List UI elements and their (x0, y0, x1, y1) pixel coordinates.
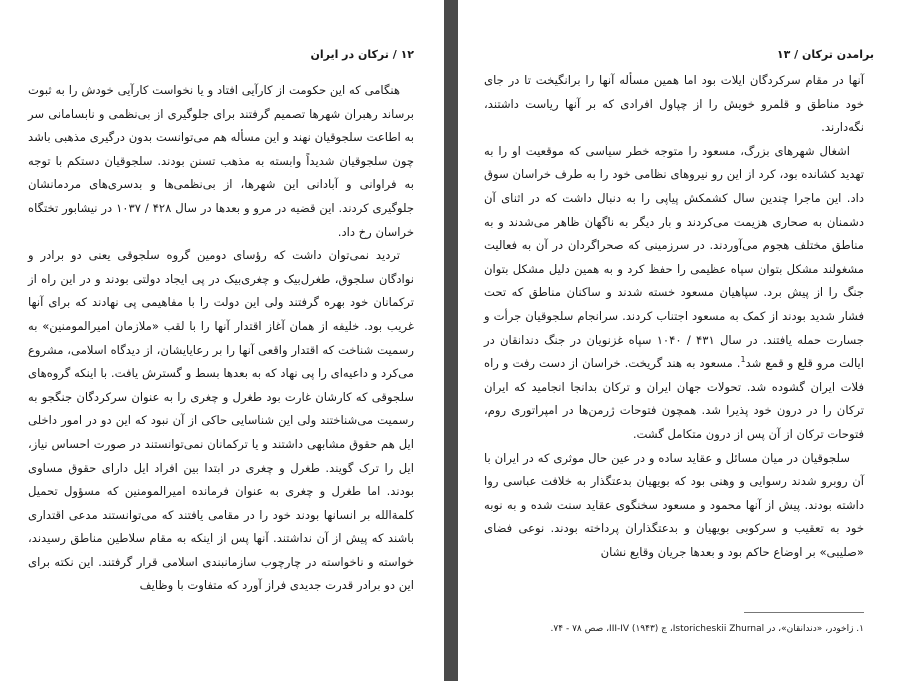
paragraph: تردید نمی‌توان داشت که رؤسای دومین گروه سلجوقی یعنی دو برادر و نوادگان سلجوق، طغرل‌بیک و چغری‌بیک در پی ایجاد دولتی بودند و در این راه از ترکمانان خود بهره گرفتند ولی این دولت را با مفاهیمی پی نهادند که برای آنها غریب بود. خلیفه از همان آغاز اقتدار آنها را با لقب «ملازمان امیرالمومنین» به رسمیت شناخت که اقتدار واقعی آنها را بر رعایایشان، از دیدگاه اسلامی، مشروع می‌کرد و داعیه‌ای را پی نهاد که به بعدها بسط و گسترش یافت. با اینکه گروه‌های سلجوقی که کارشان غارت بود طغرل و چغری را به عنوان سرکردگان جنگجو به رسمیت می‌شناختند ولی این شناسایی حاکی از آن نبود که این دو در امور داخلی ایل هم حقوق مشابهی داشتند و یا ترکمانان نمی‌توانستند در صورت احساس نیاز، ایل را ترک گویند. طغرل و چغری در ابتدا بین افراد ایل دارای حقوق مساوی بودند. اما طغرل و چغری به عنوان فرمانده امیرالمومنین که مسؤول تحمیل کلمةالله بر انسانها بودند خود را در مقامی یافتند که می‌توانستند مدعی اقتداری باشند که پیش از آن نداشتند. آنها پس از اینکه به مقام سلاطین مناطق رسیدند، خواسته و ناخواسته در چارچوب سازمانبندی اسلامی قرار گرفتند. این نکته برای این دو برادر قدرت جدیدی فراز آورد که متفاوت با وظایف (28, 248, 414, 593)
left-page-body (28, 79, 414, 598)
left-page (0, 0, 444, 681)
footnote-divider (744, 612, 864, 613)
book-spine (444, 0, 458, 681)
paragraph: آنها در مقام سرکردگان ایلات بود اما همین مسأله آنها را برانگیخت تا در جای خود مناطق و قلمرو خویش را از چپاول افرادی که بر آنها ریاست داشتند، نگه‌دارند. (484, 73, 864, 135)
paragraph (484, 140, 864, 447)
paragraph-text: اشغال شهرهای بزرگ، مسعود را متوجه خطر سیاسی که موقعیت او را به تهدید کشانده بود، کرد از این رو نیروهای نظامی خود را به طرف خراسان سوق داد. این ماجرا چندین سال کشمکش پیاپی را به دنبال داشت که در اثنای آن دشمنان به صحاری هزیمت می‌کردند و بار دیگر به ناگهان ظاهر می‌شدند و به مناطق مختلف هجوم می‌آوردند. در سرزمینی که صحراگردان در آن به فعالیت مشغولند مشکل بتوان سپاه عظیمی را حفظ کرد و به همین دلیل مشکل بتوان جنگ را از پیش برد. سپاهیان مسعود خسته شدند و ساکنان مناطق که تحت فشار شدید بودند از کمک به مسعود اجتناب کردند. سرانجام سلجوقیان جرأت و جسارت حمله یافتند. در سال ۴۳۱ / ۱۰۴۰ سپاه غزنویان در جنگ دندانقان در ایالت مرو قلع و قمع شد (484, 143, 864, 371)
footnote-marker[interactable]: 1 (740, 355, 746, 365)
right-page-body (484, 69, 864, 564)
footnote: ۱. زاخودر، «دندانقان»، در Istoricheskii Zhurnal، ج III-IV (۱۹۴۳)، صص ۷۸ - ۷۴. (550, 624, 864, 634)
paragraph-text: . مسعود به هند گریخت. خراسان از دست رفت و راه فلات ایران گشوده شد. تحولات جهان ایران و ترکان بدانجا انجامید که ایران ترکان را در درون خود پذیرا شد. همچون فتوحات ژرمن‌ها در امپراتوری روم، فتوحات ترکان از آن پس از درون متکامل گشت. (484, 356, 864, 441)
left-page-header: ۱۲ / ترکان در ایران (310, 48, 414, 61)
paragraph: سلجوقیان در میان مسائل و عقاید ساده و در عین حال موثری که در ایران با آن روبرو شدند رسوایی و وهنی بود که بویهیان بدعتگذار به خلافت عباسی روا داشته بودند. پیش از آنها محمود و مسعود سخنگوی عقاید سنت شده و به نوبه خود به تعقیب و سرکوبی بویهیان و بدعتگذاران پرداخته بودند. نوعی فضای «صلیبی» بر اوضاع حاکم بود و بعدها جریان وقایع نشان (484, 450, 864, 559)
paragraph: هنگامی که این حکومت از کارآیی افتاد و یا نخواست کارآیی خودش را به ثبوت برساند رهبران شهرها تصمیم گرفتند برای جلوگیری از بی‌نظمی و نابسامانی سر به اطاعت سلجوقیان نهند و این مسأله هم می‌توانست بدون درگیری مذهبی باشد چون سلجوقیان شدیداً وابسته به مذهب تسنن بودند. سلجوقیان دستکم با توجه به فراوانی و آبادانی این شهرها، از بی‌نظمی‌ها و بدسری‌های مردمانشان جلوگیری کردند. این قضیه در مرو و بعدها در سال ۴۲۸ / ۱۰۳۷ در نیشابور تختگاه خراسان رخ داد. (28, 83, 415, 239)
right-page (458, 0, 904, 681)
right-page-header: برامدن ترکان / ۱۳ (776, 48, 874, 61)
